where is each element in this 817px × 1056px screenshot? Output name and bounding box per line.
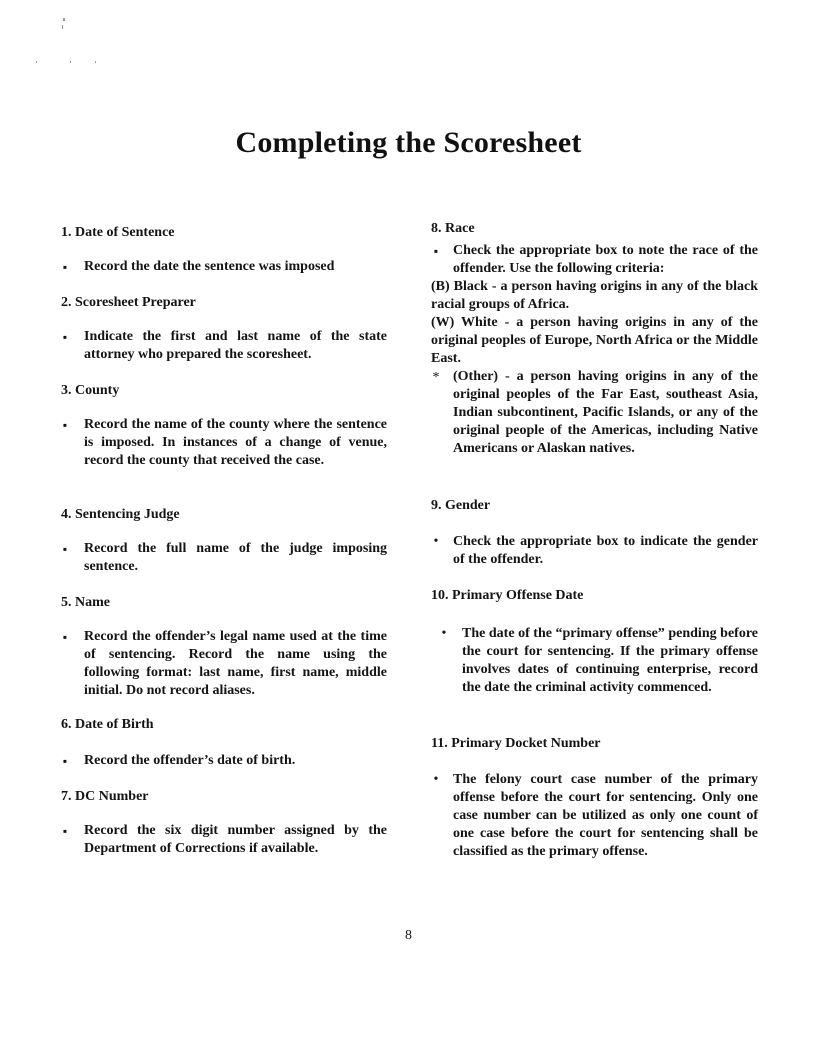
section-heading: 9. Gender bbox=[431, 498, 491, 513]
scan-speck bbox=[95, 61, 96, 63]
section-heading: 5. Name bbox=[61, 595, 110, 610]
section-heading: 1. Date of Sentence bbox=[61, 225, 175, 240]
section-heading: 3. County bbox=[61, 383, 120, 398]
section-text: Record the full name of the judge imposing sentence. bbox=[84, 541, 387, 574]
section-text: Record the offender’s date of birth. bbox=[84, 753, 296, 768]
bullet-icon: ▪ bbox=[62, 418, 68, 432]
bullet-icon: ▪ bbox=[62, 260, 68, 274]
section-heading: 10. Primary Offense Date bbox=[431, 588, 584, 603]
race-black-criteria: (B) Black - a person having origins in any of the black racial groups of Africa. bbox=[431, 279, 758, 312]
bullet-icon: • bbox=[433, 772, 439, 787]
section-heading: 7. DC Number bbox=[61, 789, 149, 804]
bullet-icon: ▪ bbox=[62, 754, 68, 768]
scan-speck bbox=[70, 61, 71, 63]
section-text: Record the offender’s legal name used at the time of sentencing. Record the name using the following format: last name, first name, middle initial. Do not record aliases. bbox=[84, 629, 387, 698]
section-text: The date of the “primary offense” pending before the court for sentencing. If the primary offense involves dates of continuing enterprise, record the date the criminal activity commenced. bbox=[462, 626, 758, 695]
section-text: Record the date the sentence was imposed bbox=[84, 259, 335, 274]
bullet-icon: ▪ bbox=[62, 824, 68, 838]
section-text: Check the appropriate box to indicate the gender of the offender. bbox=[453, 534, 758, 567]
bullet-icon: ▪ bbox=[433, 244, 439, 258]
section-heading: 8. Race bbox=[431, 221, 475, 236]
section-text: The felony court case number of the primary offense before the court for sentencing. Only one case number can be utilized as only one count of one case before the court for sentencing shall be classified as the primary offense. bbox=[453, 772, 758, 859]
asterisk-icon: * bbox=[432, 370, 440, 385]
bullet-icon: ▪ bbox=[62, 542, 68, 556]
page-number: 8 bbox=[405, 928, 412, 943]
scan-speck bbox=[62, 25, 63, 29]
section-text: Record the six digit number assigned by the Department of Corrections if available. bbox=[84, 823, 387, 856]
page-title: Completing the Scoresheet bbox=[235, 126, 582, 159]
section-text: Record the name of the county where the sentence is imposed. In instances of a change of venue, record the county that received the case. bbox=[84, 417, 387, 468]
section-heading: 11. Primary Docket Number bbox=[431, 736, 601, 751]
bullet-icon: ▪ bbox=[62, 630, 68, 644]
section-heading: 2. Scoresheet Preparer bbox=[61, 295, 196, 310]
section-text: Check the appropriate box to note the race of the offender. Use the following criteria: bbox=[453, 243, 758, 276]
race-other-criteria: (Other) - a person having origins in any of the original peoples of the Far East, southeast Asia, Indian subcontinent, Pacific Islands, or any of the original people of the Americas, including Native Americans or Alaskan natives. bbox=[453, 369, 758, 456]
scan-speck bbox=[36, 61, 37, 63]
bullet-icon: • bbox=[441, 626, 447, 641]
bullet-icon: ▪ bbox=[62, 330, 68, 344]
bullet-icon: • bbox=[433, 534, 439, 549]
section-text: Indicate the first and last name of the state attorney who prepared the scoresheet. bbox=[84, 329, 387, 362]
scan-speck bbox=[63, 18, 65, 21]
race-white-criteria: (W) White - a person having origins in any of the original peoples of Europe, North Africa or the Middle East. bbox=[431, 315, 758, 366]
section-heading: 4. Sentencing Judge bbox=[61, 507, 180, 522]
section-heading: 6. Date of Birth bbox=[61, 717, 154, 732]
